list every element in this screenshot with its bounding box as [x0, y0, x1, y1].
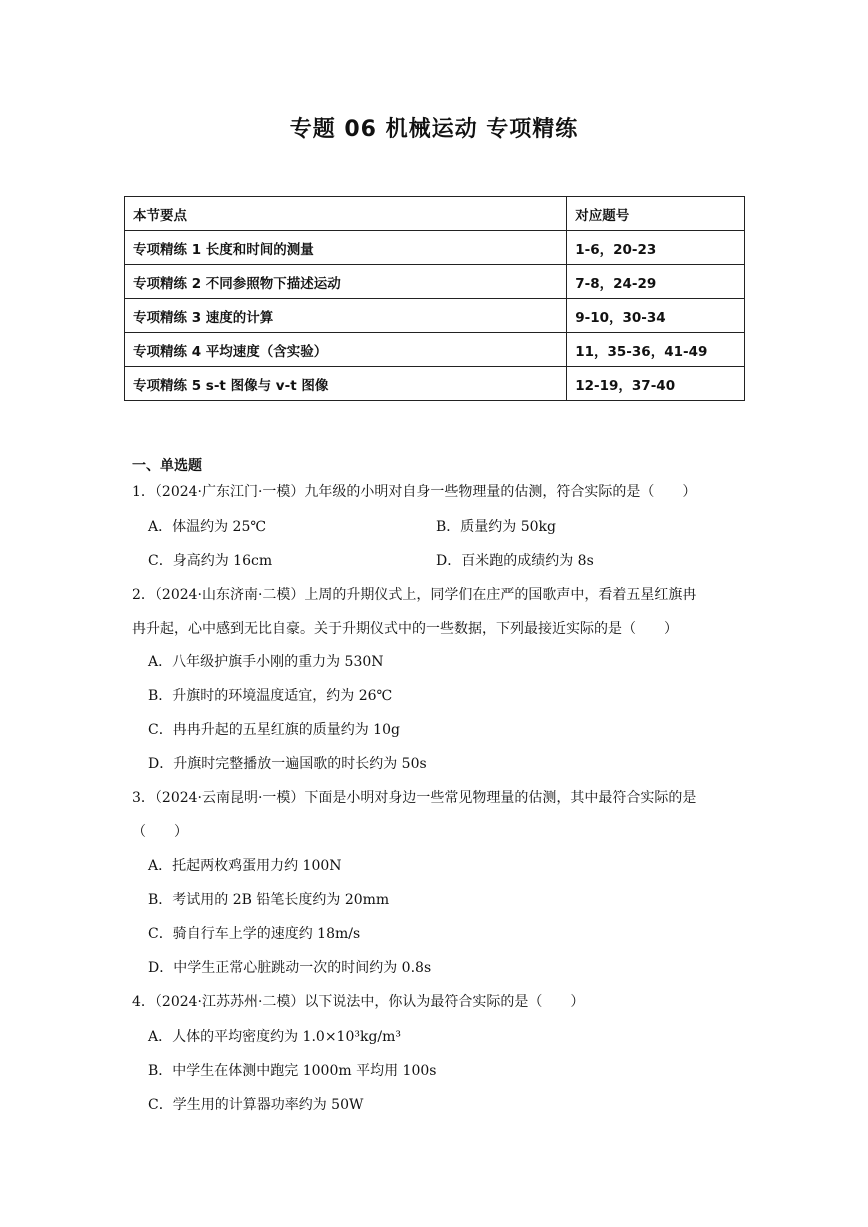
- option-b: B．考试用的 2B 铅笔长度约为 20mm: [148, 892, 390, 908]
- option-a: A．体温约为 25℃: [148, 519, 267, 535]
- option-c: C．学生用的计算器功率约为 50W: [148, 1097, 364, 1113]
- option-b: B．质量约为 50kg: [436, 519, 556, 535]
- option-a: A．人体的平均密度约为 1.0×10³kg/m³: [148, 1029, 402, 1045]
- table-header-row: [125, 197, 745, 231]
- option-d: D．百米跑的成绩约为 8s: [436, 553, 594, 569]
- table-header-cell: 本节要点: [125, 197, 567, 231]
- option-d: D．升旗时完整播放一遍国歌的时长约为 50s: [148, 756, 427, 772]
- table-cell-topic: 专项精练 4 平均速度（含实验）: [125, 333, 567, 367]
- question-stem-line: （ ）: [132, 824, 188, 840]
- option-a: A．八年级护旗手小刚的重力为 530N: [148, 654, 384, 670]
- option-c: C．冉冉升起的五星红旗的质量约为 10g: [148, 722, 400, 738]
- table-cell-topic: 专项精练 1 长度和时间的测量: [125, 231, 567, 265]
- table-cell-topic: 专项精练 3 速度的计算: [125, 299, 567, 333]
- question-stem: 1．（2024·广东江门·一模）九年级的小明对自身一些物理量的估测，符合实际的是（ ）: [132, 484, 697, 500]
- topic-index-table: [124, 196, 745, 401]
- question-1: [132, 475, 744, 509]
- section-heading: 一、单选题: [132, 458, 202, 474]
- option-b: B．升旗时的环境温度适宜，约为 26℃: [148, 688, 393, 704]
- table-row: [125, 367, 745, 401]
- option-d: D．中学生正常心脏跳动一次的时间约为 0.8s: [148, 960, 432, 976]
- table-header-cell: 对应题号: [567, 197, 745, 231]
- table-cell-numbers: 11，35-36，41-49: [567, 333, 745, 367]
- table-cell-numbers: 1-6，20-23: [567, 231, 745, 265]
- question-stem-line: 2．（2024·山东济南·二模）上周的升期仪式上，同学们在庄严的国歌声中，看着五星红旗冉: [132, 587, 697, 603]
- table-row: [125, 231, 745, 265]
- question-stem-line: 冉升起，心中感到无比自豪。关于升期仪式中的一些数据，下列最接近实际的是（ ）: [132, 621, 678, 637]
- question-stem-line: 3．（2024·云南昆明·一模）下面是小明对身边一些常见物理量的估测，其中最符合实际的是: [132, 790, 697, 806]
- table-cell-numbers: 7-8，24-29: [567, 265, 745, 299]
- table-cell-topic: 专项精练 5 s-t 图像与 v-t 图像: [125, 367, 567, 401]
- table-cell-numbers: 9-10，30-34: [567, 299, 745, 333]
- page-title: 专题 06 机械运动 专项精练: [289, 117, 579, 142]
- table-row: [125, 265, 745, 299]
- table-cell-numbers: 12-19，37-40: [567, 367, 745, 401]
- option-c: C．骑自行车上学的速度约 18m/s: [148, 926, 361, 942]
- question-4: [132, 985, 744, 1019]
- option-c: C．身高约为 16cm: [148, 553, 273, 569]
- option-b: B．中学生在体测中跑完 1000m 平均用 100s: [148, 1063, 437, 1079]
- question-3: [132, 781, 744, 849]
- question-2: [132, 578, 744, 646]
- table-cell-topic: 专项精练 2 不同参照物下描述运动: [125, 265, 567, 299]
- table-row: [125, 333, 745, 367]
- option-a: A．托起两枚鸡蛋用力约 100N: [148, 858, 342, 874]
- table-row: [125, 299, 745, 333]
- question-stem: 4．（2024·江苏苏州·二模）以下说法中，你认为最符合实际的是（ ）: [132, 994, 585, 1010]
